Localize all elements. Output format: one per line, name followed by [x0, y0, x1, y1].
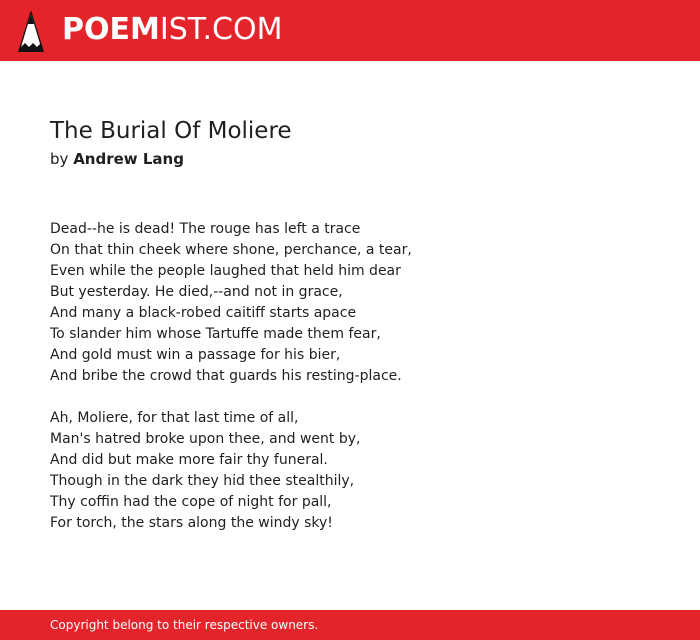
poem-line: And bribe the crowd that guards his resting-place.	[50, 368, 402, 384]
site-header	[0, 0, 700, 61]
poem-line: Dead--he is dead! The rouge has left a trace	[50, 221, 361, 237]
poem-line: On that thin cheek where shone, perchance, a tear,	[50, 242, 412, 258]
poem-line: Thy coffin had the cope of night for pall,	[50, 494, 332, 510]
copyright-text: Copyright belong to their respective owners.	[50, 618, 319, 632]
site-footer	[0, 610, 700, 640]
poem-line: Ah, Moliere, for that last time of all,	[50, 410, 299, 426]
site-logo-text[interactable]	[62, 11, 282, 49]
stanza	[50, 408, 650, 534]
poem-author[interactable]: Andrew Lang	[73, 150, 184, 168]
poem-line: But yesterday. He died,--and not in grace,	[50, 284, 343, 300]
pencil-tip-icon[interactable]	[18, 10, 44, 52]
poem-line: To slander him whose Tartuffe made them fear,	[50, 326, 381, 342]
poem-line: Man's hatred broke upon thee, and went by,	[50, 431, 361, 447]
by-label: by	[50, 150, 69, 168]
poem-title: The Burial Of Moliere	[50, 118, 292, 144]
logo-text-bold: POEM	[62, 12, 160, 47]
stanza	[50, 219, 650, 387]
poem-line: Even while the people laughed that held him dear	[50, 263, 401, 279]
poem-body	[50, 219, 650, 555]
poem-line: And gold must win a passage for his bier,	[50, 347, 341, 363]
poem-byline	[50, 148, 184, 170]
poem-line: Though in the dark they hid thee stealthily,	[50, 473, 355, 489]
poem-line: And did but make more fair thy funeral.	[50, 452, 328, 468]
poem-line: And many a black-robed caitiff starts apace	[50, 305, 357, 321]
logo-text-light: IST.COM	[159, 12, 283, 47]
poem-line: For torch, the stars along the windy sky!	[50, 515, 333, 531]
